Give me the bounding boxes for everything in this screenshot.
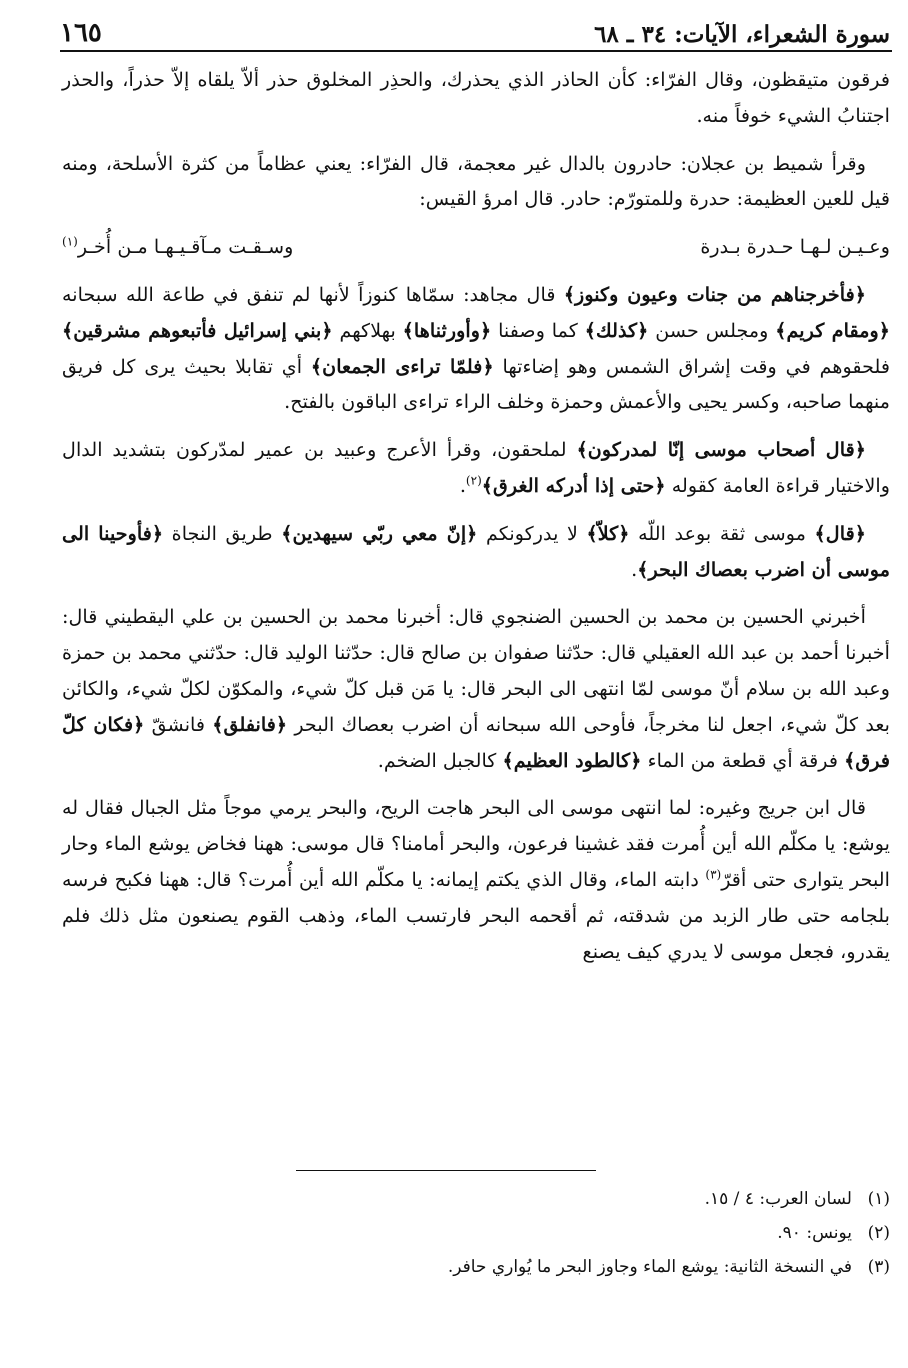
quran-quote: ﴿حتى إذا أدركه الغرق﴾ bbox=[481, 473, 666, 497]
text-run: لملحقون، وقرأ الأعرج وعبيد بن عمير لمدّركون بتشديد الدال والاختيار قراءة العامة كقوله bbox=[62, 438, 890, 497]
paragraph-6 bbox=[62, 599, 890, 778]
footnote-ref-1: (١) bbox=[62, 234, 78, 249]
footnote-text: لسان العرب: ٤ / ١٥. bbox=[704, 1189, 852, 1209]
text-run: أي تقابلا بحيث يرى كل فريق منهما صاحبه، وكسر يحيى والأعمش وحمزة وخلف الراء تراءى الباقون بالفتح. bbox=[62, 354, 890, 414]
quran-quote: ﴿فأخرجناهم من جنات وعيون وكنوز﴾ bbox=[563, 282, 866, 306]
footnote-number: (٢) bbox=[867, 1223, 890, 1243]
footnote-item bbox=[62, 1250, 890, 1284]
footnotes bbox=[62, 1182, 890, 1284]
footnote-ref-2: (٢) bbox=[465, 473, 482, 488]
quran-quote: ﴿وأورثناها﴾ bbox=[402, 318, 492, 342]
poem-hemistich-left-text: وسـقـت مـآقـيـهـا مـن أُخـر bbox=[77, 235, 294, 259]
text-run: أخبرني الحسين بن محمد بن الحسين الضنجوي قال: أخبرنا محمد بن الحسين بن علي اليقطيني قال: أخبرنا أحمد بن عبد الله العقيلي قال: حدّثنا صفوان بن صالح قال: حدّثنا الوليد قال: حدّثني محمد بن حمزة وعبد الله بن سلام أنّ موسى لمّا انتهى الى البحر قال: يا مَن قبل كلّ شيء، والمكوّن لكلّ شيء، والكائن بعد كلّ شيء، اجعل لنا مخرجاً، فأوحى الله سبحانه أن اضرب بعصاك البحر bbox=[62, 605, 891, 736]
text-run: ومجلس حسن bbox=[648, 318, 776, 342]
quran-quote: ﴿كذلك﴾ bbox=[584, 318, 649, 342]
text-run: لا يدركونكم bbox=[477, 521, 587, 545]
paragraph-1: فرقون متيقظون، وقال الفرّاء: كأن الحاذر الذي يحذرك، والحذِر المخلوق حذر ألاّ يلقاه إلاّ حذراً، والحذر اجتنابُ الشيء خوفاً منه. bbox=[62, 68, 890, 127]
text-run: كما وصفنا bbox=[491, 318, 585, 342]
page-header bbox=[60, 8, 890, 48]
text-run: طريق النجاة bbox=[163, 521, 282, 545]
footnote-text: يونس: ٩٠. bbox=[777, 1223, 852, 1243]
paragraph-5 bbox=[62, 516, 890, 588]
paragraph-2: وقرأ شميط بن عجلان: حادرون بالدال غير معجمة، قال الفرّاء: يعني عظاماً من كثرة الأسلحة، ومنه قيل للعين العظيمة: حدرة وللمتورّم: حادر. قال امرؤ القيس: bbox=[62, 151, 890, 211]
poem-hemistich-left bbox=[62, 229, 293, 265]
text-run: قال مجاهد: سمّاها كنوزاً لأنها لم تنفق في طاعة الله سبحانه bbox=[62, 282, 564, 306]
quran-quote: ﴿قال أصحاب موسى إنّا لمدركون﴾ bbox=[576, 438, 867, 462]
page-number: ١٦٥ bbox=[60, 18, 102, 48]
footnote-item bbox=[62, 1216, 890, 1250]
text-run: قال ابن جريج وغيره: لما انتهى موسى الى البحر هاجت الريح، والبحر يرمي موجاً مثل الجبال فقال له يوشع: يا مكلّم الله أين أُمرت فقد غشينا فرعون، والبحر أمامنا؟ قال موسى: ههنا فخاض يوشع الماء وحار البحر يتوارى حتى أقرّ bbox=[62, 796, 890, 891]
footnote-number: (١) bbox=[867, 1189, 890, 1209]
quran-quote: ﴿إنّ معي ربّي سيهدين﴾ bbox=[281, 521, 478, 545]
footnote-number: (٣) bbox=[867, 1257, 890, 1277]
footnote-text: في النسخة الثانية: يوشع الماء وجاوز البحر ما يُواري حافر. bbox=[447, 1257, 852, 1277]
quran-quote: ﴿ومقام كريم﴾ bbox=[775, 318, 890, 342]
footnote-ref-3: (٣) bbox=[705, 867, 722, 882]
text-run: بهلاكهم bbox=[332, 318, 403, 342]
paragraph-7 bbox=[62, 790, 890, 969]
main-text bbox=[62, 62, 890, 981]
footnote-rule bbox=[296, 1170, 596, 1171]
poem-verse bbox=[62, 229, 890, 265]
text-run: فلحقوهم في وقت إشراق الشمس وهو إضاءتها bbox=[493, 354, 890, 378]
poem-hemistich-right: وعـيـن لـهـا حـدرة بـدرة bbox=[700, 235, 890, 259]
header-rule bbox=[60, 50, 892, 52]
text-run: فانشقّ bbox=[144, 712, 213, 736]
quran-quote: ﴿قال﴾ bbox=[814, 521, 866, 545]
running-title: سورة الشعراء، الآيات: ٣٤ ـ ٦٨ bbox=[594, 21, 890, 48]
quran-quote: ﴿فانفلق﴾ bbox=[212, 712, 288, 736]
quran-quote: ﴿كالطود العظيم﴾ bbox=[502, 748, 642, 772]
text-run: دابته الماء، وقال الذي يكتم إيمانه: يا مكلّم الله أين أُمرت؟ قال: ههنا فكبح فرسه بلجامه حتى طار الزبد من شدقته، ثم أقحمه البحر فارتسب الماء، وذهب القوم يصنعون مثل ذلك فلم يقدرو، فجعل موسى لا يدري كيف يصنع bbox=[62, 867, 890, 963]
quran-quote: ﴿فأوحينا الى موسى أن اضرب بعصاك البحر﴾ bbox=[62, 521, 890, 581]
text-run: فرقة أي قطعة من الماء bbox=[641, 748, 845, 772]
footnote-item bbox=[62, 1182, 890, 1216]
quran-quote: ﴿فكان كلّ فرق﴾ bbox=[62, 712, 890, 772]
text-run: موسى ثقة بوعد اللّه bbox=[629, 521, 815, 545]
paragraph-3 bbox=[62, 277, 890, 420]
text-run: كالجبل الضخم. bbox=[377, 748, 503, 772]
text-run: . bbox=[459, 473, 466, 497]
quran-quote: ﴿بني إسرائيل فأتبعوهم مشرقين﴾ bbox=[62, 318, 333, 342]
text-run: . bbox=[631, 557, 638, 581]
quran-quote: ﴿كلاّ﴾ bbox=[586, 521, 630, 545]
paragraph-4 bbox=[62, 432, 890, 504]
quran-quote: ﴿فلمّا تراءى الجمعان﴾ bbox=[310, 354, 494, 378]
